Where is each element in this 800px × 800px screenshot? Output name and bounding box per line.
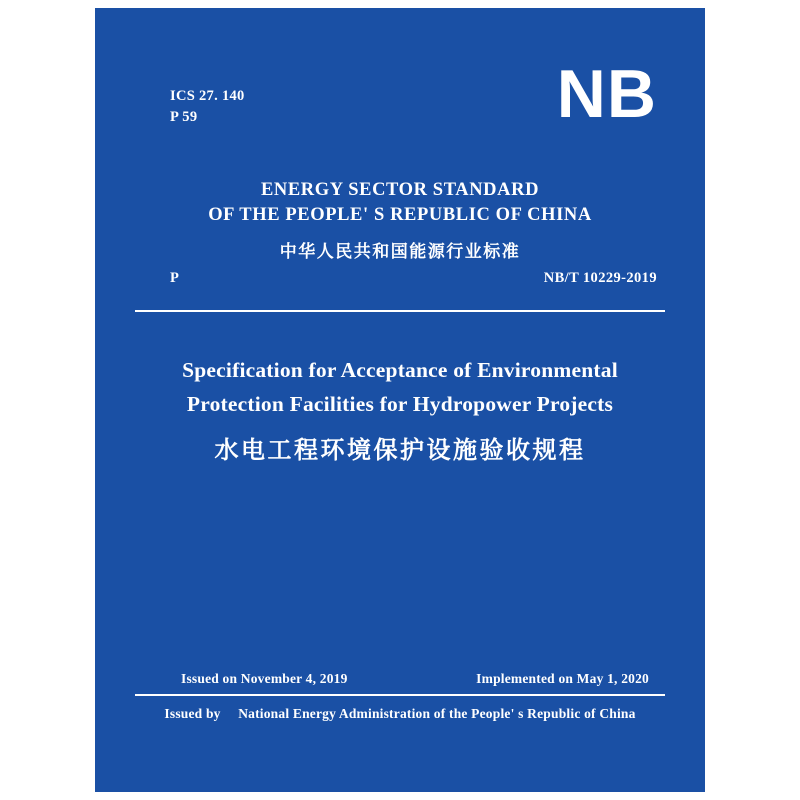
title-english-line-2: Protection Facilities for Hydropower Projects: [186, 392, 614, 416]
title-english-line-1: Specification for Acceptance of Environmental: [182, 358, 618, 382]
issuing-organization: [95, 178, 705, 262]
divider-top: [135, 310, 665, 312]
organization-line-1: ENERGY SECTOR STANDARD: [260, 180, 540, 200]
issued-by-row: [135, 706, 665, 722]
dates-row: [181, 671, 649, 687]
organization-line-2: OF THE PEOPLE' S REPUBLIC OF CHINA: [208, 205, 592, 225]
ics-number: ICS 27. 140: [170, 88, 245, 104]
organization-chinese: 中华人民共和国能源行业标准: [279, 242, 521, 261]
ics-block: [170, 86, 245, 128]
category-letter: P: [170, 270, 180, 286]
issued-by-label: Issued by: [164, 706, 221, 721]
standard-cover: [95, 8, 705, 792]
standard-code-row: [170, 270, 657, 287]
nb-logo: NB: [556, 56, 657, 132]
issued-date: Issued on November 4, 2019: [181, 671, 348, 686]
classification-code: P 59: [170, 109, 198, 125]
standard-title: [135, 353, 665, 465]
title-chinese: 水电工程环境保护设施验收规程: [214, 438, 586, 464]
issued-by-authority: National Energy Administration of the People' s Republic of China: [238, 706, 636, 721]
implemented-date: Implemented on May 1, 2020: [476, 671, 649, 686]
divider-bottom: [135, 694, 665, 696]
standard-number: NB/T 10229-2019: [543, 270, 657, 286]
